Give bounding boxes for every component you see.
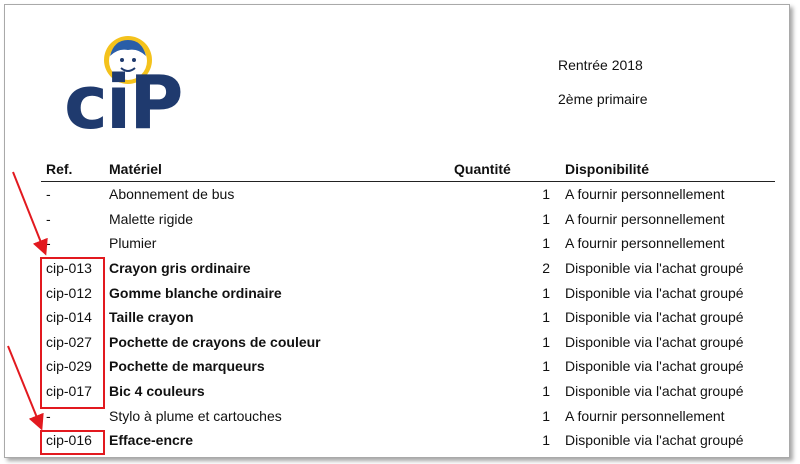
table-row [41, 354, 775, 379]
availability-cell: Disponible via l'achat groupé [565, 260, 744, 277]
material-cell: Stylo à plume et cartouches [109, 407, 282, 424]
ref-cell: cip-016 [46, 432, 92, 449]
qty-cell: 1 [542, 235, 550, 252]
availability-cell: Disponible via l'achat groupé [565, 333, 744, 350]
qty-cell: 2 [542, 260, 550, 277]
availability-cell: Disponible via l'achat groupé [565, 309, 744, 326]
availability-cell: A fournir personnellement [565, 210, 725, 227]
ref-cell: - [46, 186, 51, 203]
logo-text: ciP [64, 60, 182, 138]
ref-cell: - [46, 235, 51, 252]
ref-cell: cip-014 [46, 309, 92, 326]
qty-cell: 1 [542, 284, 550, 301]
table-row [41, 305, 775, 330]
table-row [41, 256, 775, 281]
col-qty-header: Quantité [434, 156, 557, 182]
grade-level: 2ème primaire [558, 91, 648, 107]
material-cell: Pochette de marqueurs [109, 358, 265, 375]
material-cell: Abonnement de bus [109, 186, 235, 203]
supplies-table [41, 156, 775, 453]
ref-cell: - [46, 210, 51, 227]
material-cell: Plumier [109, 235, 157, 252]
qty-cell: 1 [542, 432, 550, 449]
pointer-arrow-icon [0, 0, 120, 464]
material-cell: Bic 4 couleurs [109, 383, 205, 400]
table-row [41, 182, 775, 207]
qty-cell: 1 [542, 210, 550, 227]
material-cell: Crayon gris ordinaire [109, 260, 251, 277]
availability-cell: Disponible via l'achat groupé [565, 284, 744, 301]
ref-cell: cip-027 [46, 333, 92, 350]
col-availability-header: Disponibilité [557, 156, 775, 182]
material-cell: Gomme blanche ordinaire [109, 284, 282, 301]
availability-cell: A fournir personnellement [565, 407, 725, 424]
availability-cell: Disponible via l'achat groupé [565, 358, 744, 375]
col-material-header: Matériel [109, 156, 434, 182]
availability-cell: A fournir personnellement [565, 235, 725, 252]
ref-cell: - [46, 407, 51, 424]
table-row [41, 207, 775, 232]
col-ref-header: Ref. [41, 156, 109, 182]
qty-cell: 1 [542, 333, 550, 350]
qty-cell: 1 [542, 358, 550, 375]
material-cell: Taille crayon [109, 309, 194, 326]
table-row [41, 280, 775, 305]
availability-cell: A fournir personnellement [565, 186, 725, 203]
material-cell: Malette rigide [109, 210, 194, 227]
material-cell: Efface-encre [109, 432, 194, 449]
qty-cell: 1 [542, 407, 550, 424]
ref-cell: cip-017 [46, 383, 92, 400]
school-year: Rentrée 2018 [558, 57, 643, 73]
material-cell: Pochette de crayons de couleur [109, 333, 321, 350]
qty-cell: 1 [542, 186, 550, 203]
table-row [41, 379, 775, 404]
table-row [41, 231, 775, 256]
table-header-row [41, 156, 775, 182]
table-row [41, 403, 775, 428]
ref-cell: cip-029 [46, 358, 92, 375]
ref-cell: cip-013 [46, 260, 92, 277]
table-row [41, 428, 775, 453]
table-row [41, 330, 775, 355]
availability-cell: Disponible via l'achat groupé [565, 432, 744, 449]
qty-cell: 1 [542, 309, 550, 326]
ref-cell: cip-012 [46, 284, 92, 301]
qty-cell: 1 [542, 383, 550, 400]
availability-cell: Disponible via l'achat groupé [565, 383, 744, 400]
